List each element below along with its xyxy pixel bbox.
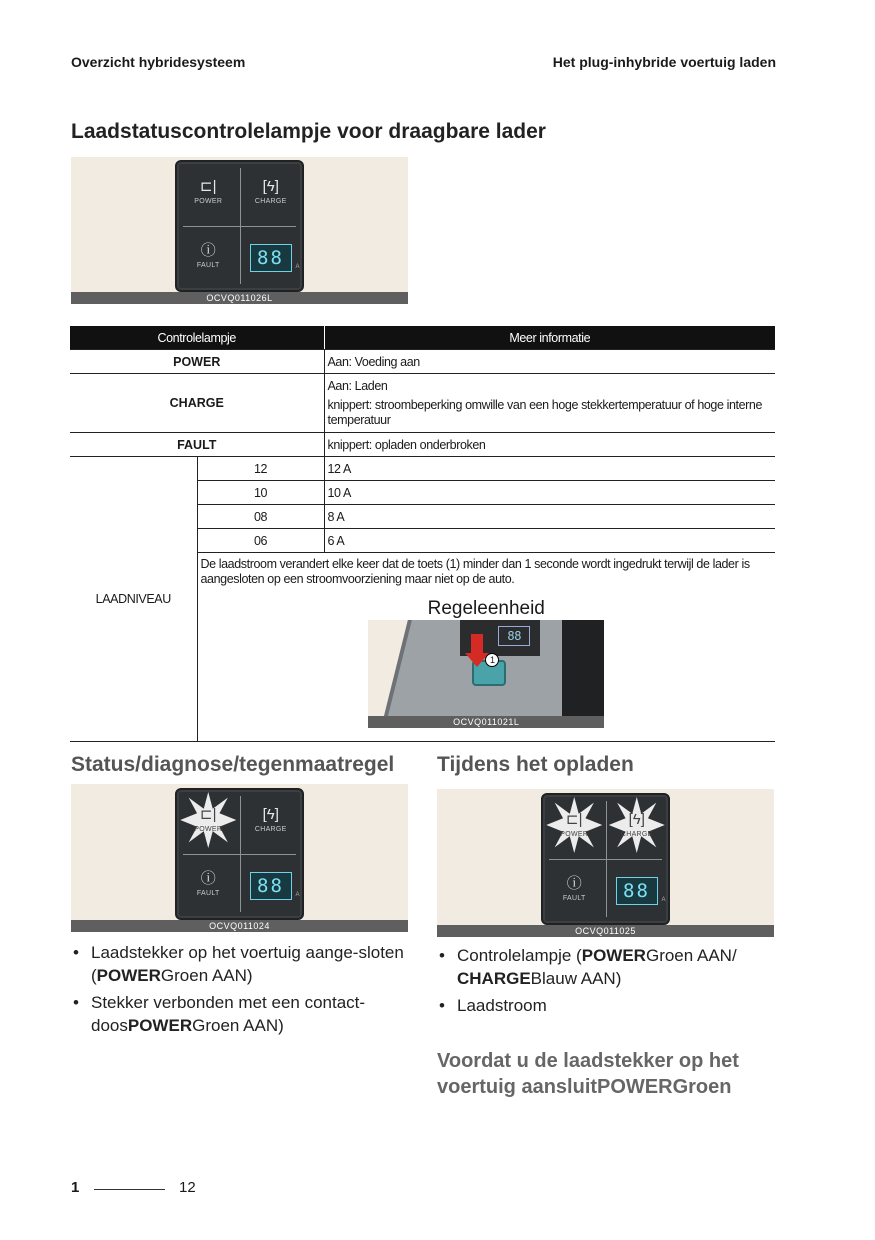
level-value: 12 A [324,457,775,481]
fault-label: FAULT [562,895,586,902]
table-row [70,350,775,374]
fault-label: FAULT [196,890,220,897]
table-row [70,374,775,433]
charge-label: CHARGE [254,198,287,205]
level-code: 12 [197,457,324,481]
section-title-before: Voordat u de laadstekker op het voertuig aansluitPOWERGroen [437,1050,739,1098]
row-info-charge-blink: knippert: stroombeperking omwille van een hoge stekkertemperatuur of hoge interne temperatuur [327,397,763,427]
amp-unit: A [295,892,300,898]
level-code: 08 [197,505,324,529]
figure-caption: OCVQ011024 [71,920,408,932]
mini-display: 88 [498,626,530,646]
status-figure [71,784,408,932]
row-info-fault: knippert: opladen onderbroken [324,433,775,457]
charging-figure [437,789,774,937]
status-list [71,941,406,1041]
fault-icon: ⓘ [200,242,216,259]
figure-caption: OCVQ011026L [71,292,408,304]
footer-rule [94,1189,165,1190]
segment-display: 88 [250,872,292,900]
charger-indicator-figure [71,157,408,304]
control-unit-title: Regeleenheid [427,598,545,619]
figure-caption: OCVQ011021L [368,716,604,728]
power-label: POWER [194,826,223,833]
list-item: • Laadstekker op het voertuig aange-sloten (POWERGroen AAN) [71,941,406,987]
list-item: • Laadstroom [437,994,772,1017]
fault-icon: ⓘ [566,875,582,892]
section-title-status: Status/diagnose/tegenmaatregel [71,753,395,776]
charge-icon: [ϟ] [262,178,279,195]
row-info-charge-on: Aan: Laden [327,378,388,393]
plug-icon: ⊏| [566,811,583,828]
fault-icon: ⓘ [200,870,216,887]
charge-icon: [ϟ] [628,811,645,828]
level-value: 8 A [324,505,775,529]
level-code: 06 [197,529,324,553]
indicator-panel [541,793,670,925]
table-header-indicator: Controlelampje [70,326,324,350]
table-header-info: Meer informatie [324,326,775,350]
list-item: • Stekker verbonden met een contact-doosPOWERGroen AAN) [71,991,406,1037]
level-code: 10 [197,481,324,505]
power-label: POWER [194,198,223,205]
row-label-laadniveau: LAADNIVEAU [70,457,197,742]
row-label-fault: FAULT [70,433,324,457]
section-title-charging: Tijdens het opladen [437,753,634,776]
power-label: POWER [560,831,589,838]
running-header-right: Het plug-inhybride voertuig laden [552,54,776,70]
row-label-charge: CHARGE [70,374,324,433]
laadniveau-note: De laadstroom verandert elke keer dat de toets (1) minder dan 1 seconde wordt ingedrukt terwijl de lader is aangesloten op een stroomvoorziening maar niet op de auto. [200,557,750,586]
chapter-number: 1 [71,1179,80,1196]
amp-unit: A [661,897,666,903]
indicator-panel [175,160,304,292]
amp-unit: A [295,264,300,270]
indicator-table [70,326,775,742]
callout-marker: 1 [485,653,499,667]
charge-label: CHARGE [620,831,653,838]
running-header-left: Overzicht hybridesysteem [71,54,246,70]
control-unit-figure [368,620,604,728]
level-value: 6 A [324,529,775,553]
plug-icon: ⊏| [200,178,217,195]
fault-label: FAULT [196,262,220,269]
page-number: 12 [179,1179,196,1196]
figure-caption: OCVQ011025 [437,925,774,937]
row-label-power: POWER [70,350,324,374]
plug-icon: ⊏| [200,806,217,823]
segment-display: 88 [616,877,658,905]
indicator-panel [175,788,304,920]
page-title: Laadstatuscontrolelampje voor draagbare lader [71,120,546,143]
charge-label: CHARGE [254,826,287,833]
segment-display: 88 [250,244,292,272]
list-item: • Controlelampje (POWERGroen AAN/ CHARGEBlauw AAN) [437,944,772,990]
table-row [70,433,775,457]
charge-icon: [ϟ] [262,806,279,823]
row-info-power: Aan: Voeding aan [324,350,775,374]
charging-list [437,944,772,1021]
table-row [70,457,775,481]
level-value: 10 A [324,481,775,505]
